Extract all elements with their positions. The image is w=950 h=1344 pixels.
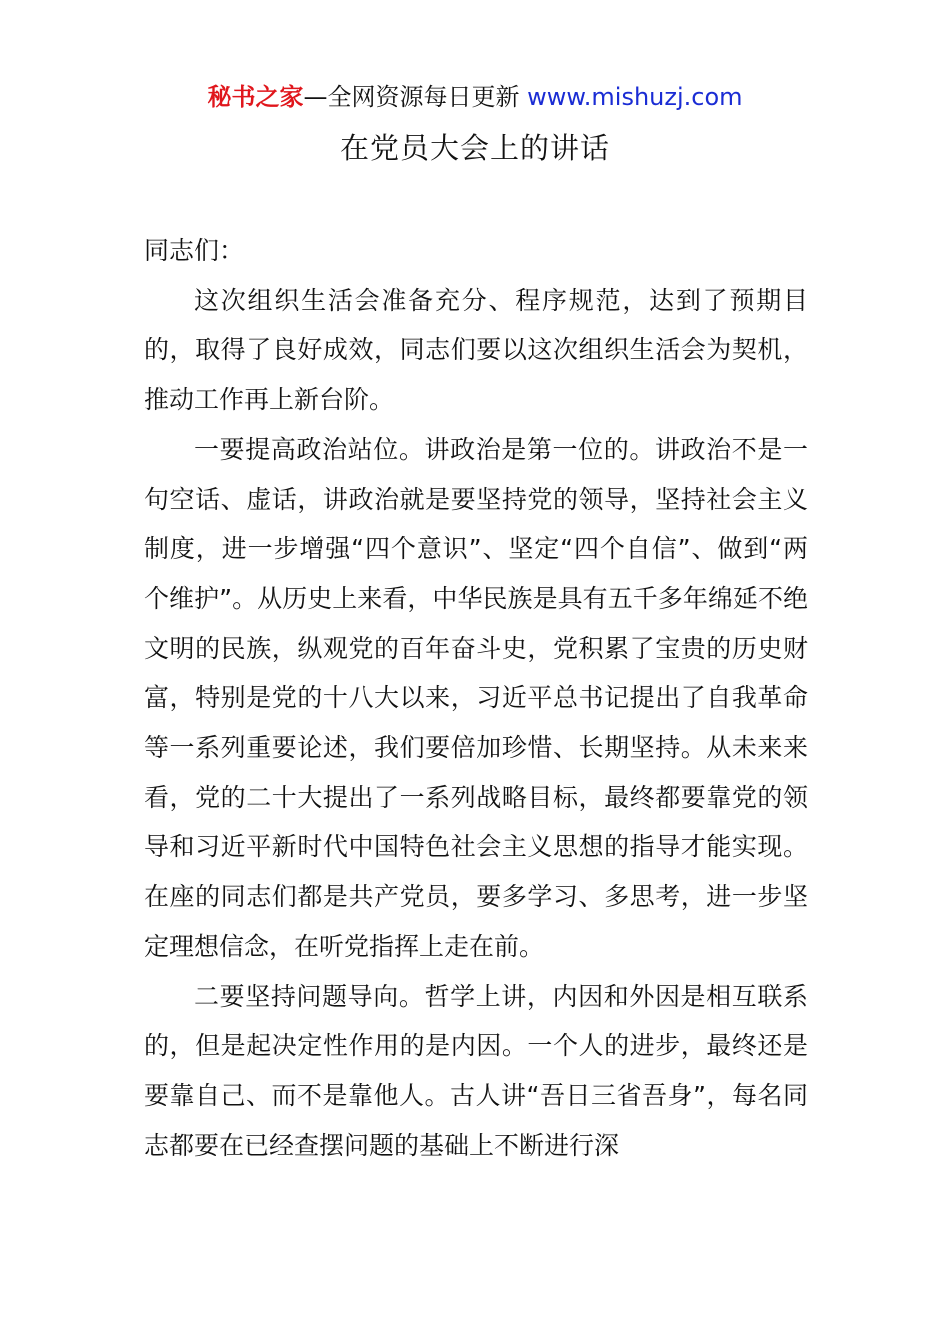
site-banner <box>0 82 950 112</box>
brand-name: 秘书之家 <box>207 83 304 111</box>
paragraph-intro: 这次组织生活会准备充分、程序规范，达到了预期目的，取得了良好成效，同志们要以这次组织生活会为契机，推动工作再上新台阶。 <box>144 285 808 415</box>
site-url[interactable]: www.mishuzj.com <box>527 83 743 111</box>
paragraph-political-stance: 一要提高政治站位。讲政治是第一位的。讲政治不是一句空话、虚话，讲政治就是要坚持党的领导，坚持社会主义制度，进一步增强“四个意识”、坚定“四个自信”、做到“两个维护”。从历史上来看，中华民族是具有五千多年绵延不绝文明的民族，纵观党的百年奋斗史，党积累了宝贵的历史财富，特别是党的十八大以来，习近平总书记提出了自我革命等一系列重要论述，我们要倍加珍惜、长期坚持。从未来来看，党的二十大提出了一系列战略目标，最终都要靠党的领导和习近平新时代中国特色社会主义思想的指导才能实现。在座的同志们都是共产党员，要多学习、多思考，进一步坚定理想信念，在听党指挥上走在前。 <box>144 434 808 961</box>
salutation: 同志们： <box>144 236 245 265</box>
document-title: 在党员大会上的讲话 <box>339 131 610 165</box>
document-body <box>144 226 808 1170</box>
paragraph-problem-orientation: 二要坚持问题导向。哲学上讲，内因和外因是相互联系的，但是起决定性作用的是内因。一个人的进步，最终还是要靠自己、而不是靠他人。古人讲“吾日三省吾身”，每名同志都要在已经查摆问题的基础上不断进行深 <box>144 981 808 1160</box>
banner-tagline: —全网资源每日更新 <box>303 83 528 111</box>
